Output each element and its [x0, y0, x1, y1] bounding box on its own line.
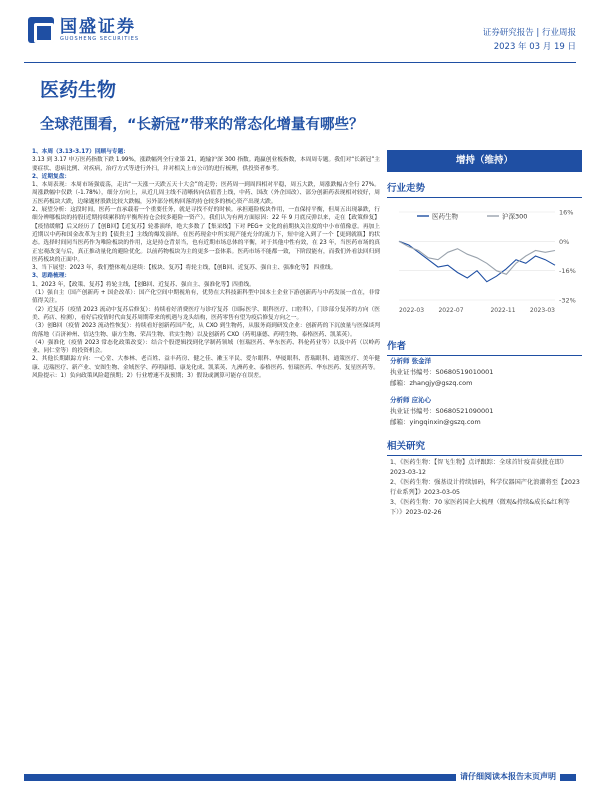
logo-name-en: GUOSHENG SECURITIES: [60, 35, 140, 42]
footer-disclaimer: 请仔细阅读本报告末页声明: [456, 770, 560, 784]
section-heading: 2、近期复盘：: [32, 173, 71, 180]
series-line-1: [399, 241, 555, 274]
authors-heading: 作者: [387, 338, 582, 356]
x-tick-label: 2023-03: [529, 307, 555, 314]
related-item[interactable]: 2、《医药生物：强基设计持续加码，科学仪器国产化浪潮将至【2023 行业系列】》2023-03-05: [390, 479, 580, 496]
section-heading: 3、思路梳理：: [32, 273, 71, 280]
trend-heading: 行业走势: [387, 180, 582, 198]
x-tick-label: 2022-11: [490, 307, 516, 314]
footer: [0, 770, 600, 784]
rating-badge: 增持（维持）: [387, 150, 582, 172]
paragraph: 1、本周表现：本周市场强震荡，走出“一天涨一天跌五天十大会”的走势；医药周一到周四相对平稳，周五大跌，周涨跌幅占全行 27%。周涨跌幅中仅跌（-1.78%），细分方向上，从近几周主线不清晰转向估值普上线，中药、国改（外企国改）、部分创新药表现相对较好，周五医药板块大跌，边缘题材股跌比较大跌幅，另外部分机构回落的持仓较多的核心资产出现大跌。: [32, 182, 380, 205]
risk-warning: 风险提示：1）负向政策风险超预期；2）行业增速不及预期；3）假设或测算可能存在误差。: [32, 373, 265, 380]
section-heading: 1、本周（3.13-3.17）回顾与专题：: [32, 149, 129, 155]
paragraph: 1、2023 年，【政策、复苏】将轮主线，【创B回、近复苏、强自主、强准化等】四重线。: [32, 281, 255, 288]
sector-title: 医药生物: [40, 79, 117, 101]
author-block: [390, 356, 580, 389]
author-role: 分析师: [390, 396, 410, 404]
related-item[interactable]: 1、《医药生物：【智飞生物】点评跟踪：全球首针疫苗获批在即》2023-03-12: [390, 459, 568, 476]
author-email[interactable]: 邮箱：yingqinxin@gszq.com: [390, 418, 481, 426]
paragraph: （1）强自主（国产创新药 + 国企改革）：国产化空间中期视角有，优势在大科技新科型中国本土企业下游创新药与中药发展一直在，非常值得关注。: [32, 290, 380, 305]
author-name: 应沁心: [411, 396, 432, 404]
author-email[interactable]: 邮箱：zhangjy@gszq.com: [390, 379, 473, 387]
y-tick-label: 0%: [559, 237, 570, 246]
paragraph: （4）强准化（疫情 2023 常态化政策改变）：结合个股逻辑找到化学制药领域（恒瑞医药、华东医药、科伦药业等）以及中药（以岭药业、同仁堂等）的投资机会。: [32, 339, 380, 355]
x-tick-label: 2022-07: [438, 307, 464, 314]
header-meta: [483, 26, 576, 54]
logo-name-cn: 国盛证券: [60, 16, 136, 37]
related-item[interactable]: 3、《医药生物：70 家医药国企大梳理（微观&持续&成长&红利等下）》2023-02-26: [390, 499, 570, 516]
paragraph: （2）近复苏（疫情 2023 流动中复苏后修复）：持续看好消费医疗与诊疗复苏（国际医学、眼科医疗、口腔科），门诊部分复苏的方向（医美、药店、检测），看好后疫情时代由复苏周期带来的机遇与龙头结构，医药零售有望为疫后修复方向之一。: [32, 306, 380, 321]
legend-label: 沪深300: [502, 212, 528, 221]
paragraph: 3.13 到 3.17 申万医药指数下跌 1.99%，涨跌幅列全行业第 21，跑输沪深 300 指数。跑赢创业板指数，本周周专题。我们对“长新冠”主要症状、患病比例、对疾病，治疗方式等进行外扫，并对相关上市公司的进行梳理，供投资者参考。: [32, 157, 380, 172]
report-type: 证券研究报告 | 行业周报: [482, 28, 576, 38]
author-cert: 执业证书编号：S0680519010001: [390, 368, 494, 376]
author-name: 张金洋: [411, 357, 432, 365]
related-research-list: [390, 458, 582, 518]
related-heading: 相关研究: [387, 438, 582, 456]
paragraph: 2、其他长期跟踪方向：一心堂、大参林、老百姓、益丰药房、健之佳、漱玉平民、爱尔眼科、华厦眼科、普瑞眼科、通策医疗、美年健康、迈瑞医疗、新产业、安图生物、金域医学、药明康德、康龙化成、凯莱英、九洲药业、泰格医药、恒瑞医药、华东医药、复星医药等。: [32, 356, 380, 371]
y-tick-label: 16%: [559, 208, 574, 217]
paragraph: （3）创B回（疫情 2023 流动性恢复）：持续看好创新药国产化，从 CXO 到生物药，从服务商到研发企业：创新药的下沉放量与医保谈判的落地（百济神州、信达生物、康方生物、荣昌生物、君实生物）以及创新药 CXO（药明康德、药明生物、泰格医药、凯莱英）。: [32, 323, 380, 338]
author-block: [390, 395, 580, 428]
trend-chart: [387, 200, 582, 325]
paragraph: 2、展望分析：这段时间，医药一直承载着一个重要任务，就是寻找不好的时候。承担避险板块作用，一直保持平衡，但周五出现暴跌，行细分辨哪板块的持股(近期持续累积的平衡所持仓会较多避险一资产）。我们认为有两方面原因：22 年 9 月底反弹以来，走在【政策修复】【疫情缓解】后又经历了【创B回】【近复苏】轮番演绎，绝大多数了【集采线】下对 PEG+ 文化的前期执关注度的中小市值像意。再加上近期以中药和国金改革为主的【债贵主】主线的爆发演绎，在医药现金中所实现产能充分的流力下，短中途入到了一个【更到就瓶】的状态。选择时间同当医药作为唯险板块的作用，这是持仓背景当，也有近期市场总体的平衡，对于其他中性有效，在 23 年，当医药市场的真正宏观改变与后，真正推动量化的避险优化。以前药物板块为主的更多一套体系。医药市场不能都一致，下阶段能有，而我们外看法回归到医药板块的正面中。: [32, 207, 380, 263]
logo-mark-icon: [28, 17, 54, 43]
y-tick-label: -32%: [559, 296, 576, 305]
report-date: 2023 年 03 月 19 日: [493, 42, 576, 52]
legend-label: 医药生物: [432, 212, 458, 221]
x-tick-label: 2022-03: [399, 307, 425, 314]
y-tick-label: -16%: [559, 267, 576, 276]
header-divider: [24, 62, 576, 63]
author-role: 分析师: [390, 357, 410, 365]
paragraph: 3、当下展望：2023 年，我们整体观点延续：【板块、复苏】将轮主线，【创B回、近复苏、强自主、强准化等】 四重线。: [32, 265, 337, 272]
series-line-0: [399, 241, 555, 281]
company-logo: [28, 17, 139, 43]
report-title: 全球范围看，“长新冠”带来的常态化增量有哪些？: [40, 117, 364, 133]
author-cert: 执业证书编号：S0680521090001: [390, 407, 494, 415]
report-body: [32, 148, 380, 380]
